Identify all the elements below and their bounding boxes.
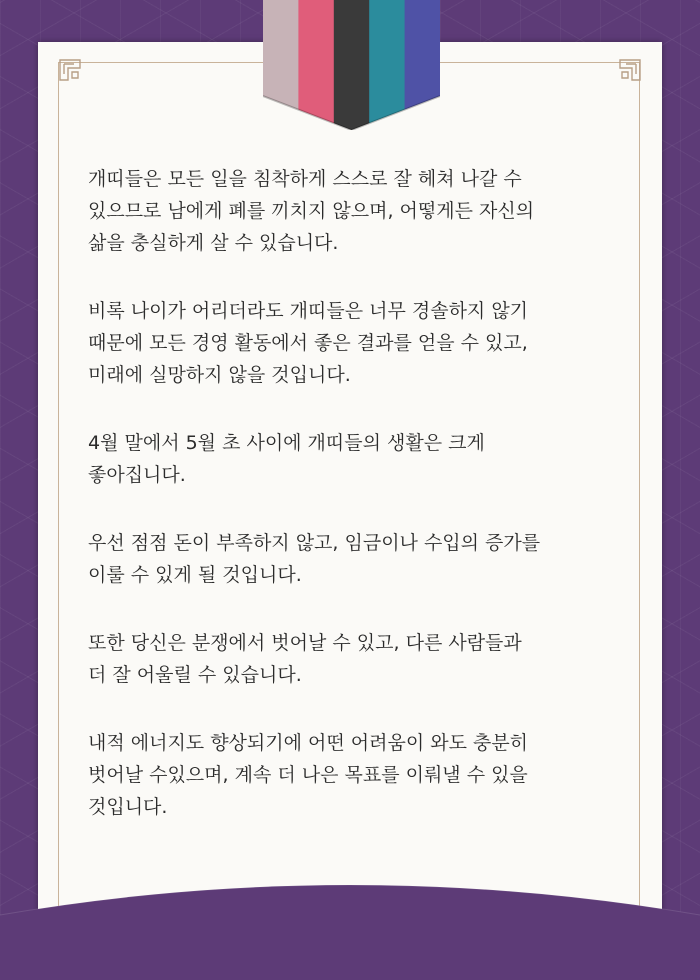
text-line: 또한 당신은 분쟁에서 벗어날 수 있고, 다른 사람들과	[88, 632, 522, 654]
text-line: 4월 말에서 5월 초 사이에 개띠들의 생활은 크게	[88, 432, 485, 454]
fortune-paragraph	[88, 627, 618, 691]
fortune-paragraph	[88, 295, 618, 391]
fortune-paragraph	[88, 527, 618, 591]
fortune-paragraph	[88, 727, 618, 823]
fortune-text	[88, 163, 618, 859]
fortune-paragraph	[88, 163, 618, 259]
text-line: 것입니다.	[88, 796, 168, 818]
ribbon-stripe	[334, 0, 370, 130]
text-line: 미래에 실망하지 않을 것입니다.	[88, 364, 351, 386]
text-line: 때문에 모든 경영 활동에서 좋은 결과를 얻을 수 있고,	[88, 332, 528, 354]
text-line: 개띠들은 모든 일을 침착하게 스스로 잘 헤쳐 나갈 수	[88, 168, 522, 190]
ribbon-stripe	[298, 0, 334, 130]
bottom-arc-decoration	[0, 885, 700, 980]
corner-ornament-icon	[58, 58, 92, 92]
text-line: 벗어날 수있으며, 계속 더 나은 목표를 이뤄낼 수 있을	[88, 764, 528, 786]
text-line: 내적 에너지도 향상되기에 어떤 어려움이 와도 충분히	[88, 732, 529, 754]
color-ribbon	[263, 0, 440, 130]
text-line: 있으므로 남에게 폐를 끼치지 않으며, 어떻게든 자신의	[88, 200, 535, 222]
corner-ornament-icon	[608, 58, 642, 92]
text-line: 좋아집니다.	[88, 464, 186, 486]
text-line: 삶을 충실하게 살 수 있습니다.	[88, 232, 339, 254]
text-line: 더 잘 어울릴 수 있습니다.	[88, 664, 302, 686]
text-line: 이룰 수 있게 될 것입니다.	[88, 564, 302, 586]
fortune-paragraph	[88, 427, 618, 491]
text-line: 우선 점점 돈이 부족하지 않고, 임금이나 수입의 증가를	[88, 532, 541, 554]
text-line: 비록 나이가 어리더라도 개띠들은 너무 경솔하지 않기	[88, 300, 529, 322]
